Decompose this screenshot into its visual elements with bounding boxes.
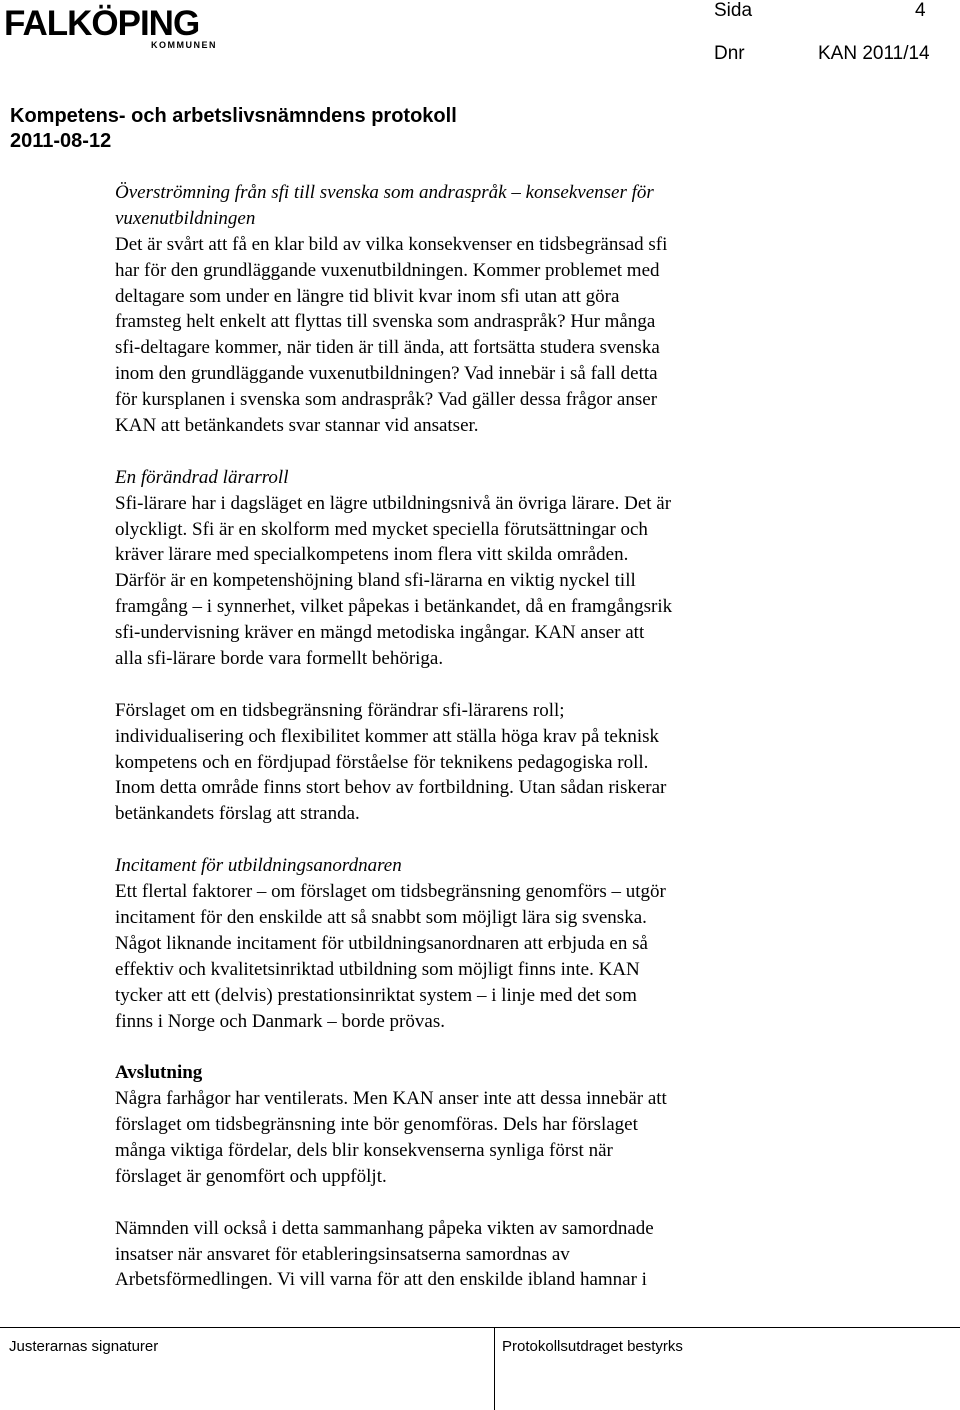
section-3: [115, 853, 835, 1034]
paragraph-line: förslaget om tidsbegränsning inte bör genomföras. Dels har förslaget: [115, 1114, 638, 1136]
paragraph-line: finns i Norge och Danmark – borde prövas.: [115, 1010, 445, 1032]
paragraph-line: Förslaget om en tidsbegränsning förändrar sfi-lärarens roll;: [115, 699, 565, 721]
paragraph-line: många viktiga fördelar, dels blir konsekvenserna synliga först när: [115, 1139, 613, 1161]
footer-divider-line: [0, 1327, 960, 1328]
section-1: [115, 465, 835, 672]
section-4: [115, 1060, 835, 1189]
paragraph-line: incitament för den enskilde att så snabbt som möjligt lära sig svenska.: [115, 906, 647, 928]
falkoping-logo: [4, 6, 230, 52]
paragraph-line: framgång – i synnerhet, vilket påpekas i betänkandet, då en framgångsrik: [115, 596, 673, 618]
paragraph-line: effektiv och kvalitetsinriktad utbildning som möjligt finns inte. KAN: [115, 958, 640, 980]
section-0: [115, 180, 835, 439]
paragraph-line: insatser när ansvaret för etableringsinsatserna samordnas av: [115, 1243, 570, 1265]
paragraph-spacer: [115, 672, 835, 698]
paragraph-line: KAN att betänkandets svar stannar vid ansatser.: [115, 415, 479, 437]
paragraph-line: sfi-undervisning kräver en mängd metodiska ingångar. KAN anser att: [115, 622, 645, 644]
dnr-label: Dnr: [714, 43, 745, 64]
paragraph-line: för kursplanen i svenska som andraspråk? Vad gäller dessa frågor anser: [115, 389, 658, 411]
paragraph-line: Något liknande incitament för utbildningsanordnaren att erbjuda en så: [115, 932, 648, 954]
paragraph-line: framsteg helt enkelt att flyttas till svenska som andraspråk? Hur många: [115, 311, 656, 333]
paragraph-spacer: [115, 1190, 835, 1216]
certified-label: Protokollsutdraget bestyrks: [502, 1338, 683, 1355]
logo-subtitle: KOMMUNEN: [151, 40, 217, 50]
paragraph-line: Ett flertal faktorer – om förslaget om tidsbegränsning genomförs – utgör: [115, 881, 666, 903]
paragraph-line: Några farhågor har ventilerats. Men KAN anser inte att dessa innebär att: [115, 1088, 667, 1110]
paragraph-line: Sfi-lärare har i dagsläget en lägre utbildningsnivå än övriga lärare. Det är: [115, 492, 672, 514]
section-2: [115, 698, 835, 827]
footer-column-divider: [494, 1327, 495, 1410]
page-number: 4: [915, 0, 926, 21]
logo-wordmark: FALKÖPING: [4, 4, 200, 43]
paragraph-line: olyckligt. Sfi är en skolform med mycket speciella förutsättningar och: [115, 518, 648, 540]
document-title-block: [10, 104, 457, 154]
document-date: 2011-08-12: [10, 130, 112, 152]
section-heading: vuxenutbildningen: [115, 207, 256, 229]
paragraph-line: Nämnden vill också i detta sammanhang påpeka vikten av samordnade: [115, 1217, 654, 1239]
paragraph-line: förslaget är genomfört och uppföljt.: [115, 1165, 387, 1187]
paragraph-line: sfi-deltagare kommer, när tiden är till ända, att fortsätta studera svenska: [115, 337, 660, 359]
section-5: [115, 1216, 835, 1294]
dnr-value: KAN 2011/14: [818, 43, 930, 64]
paragraph-line: individualisering och flexibilitet kommer att ställa höga krav på teknisk: [115, 725, 660, 747]
paragraph-line: tycker att ett (delvis) prestationsinriktat system – i linje med det som: [115, 984, 637, 1006]
paragraph-line: deltagare som under en längre tid blivit kvar inom sfi utan att göra: [115, 285, 620, 307]
page-label: Sida: [714, 0, 753, 21]
signatures-label: Justerarnas signaturer: [9, 1338, 159, 1355]
document-title: Kompetens- och arbetslivsnämndens protokoll: [10, 105, 457, 127]
paragraph-spacer: [115, 439, 835, 465]
section-heading: Överströmning från sfi till svenska som andraspråk – konsekvenser för: [115, 182, 654, 203]
paragraph-spacer: [115, 1034, 835, 1060]
section-heading: Avslutning: [115, 1062, 203, 1084]
section-heading: En förändrad lärarroll: [115, 466, 289, 488]
paragraph-line: alla sfi-lärare borde vara formellt behöriga.: [115, 648, 444, 670]
paragraph-line: Arbetsförmedlingen. Vi vill varna för att den enskilde ibland hamnar i: [115, 1269, 647, 1291]
paragraph-line: Därför är en kompetenshöjning bland sfi-lärarna en viktig nyckel till: [115, 570, 636, 592]
paragraph-line: Inom detta område finns stort behov av fortbildning. Utan sådan riskerar: [115, 777, 667, 799]
paragraph-line: kompetens och en fördjupad förståelse för teknikens pedagogiska roll.: [115, 751, 649, 773]
paragraph-line: inom den grundläggande vuxenutbildningen? Vad innebär i så fall detta: [115, 363, 658, 385]
paragraph-line: betänkandets förslag att stranda.: [115, 803, 360, 825]
paragraph-spacer: [115, 827, 835, 853]
protocol-body: [115, 180, 835, 1293]
paragraph-line: har för den grundläggande vuxenutbildningen. Kommer problemet med: [115, 259, 660, 281]
section-heading: Incitament för utbildningsanordnaren: [115, 855, 402, 877]
paragraph-line: Det är svårt att få en klar bild av vilka konsekvenser en tidsbegränsad sfi: [115, 233, 668, 255]
paragraph-line: kräver lärare med specialkompetens inom flera vitt skilda områden.: [115, 544, 629, 566]
